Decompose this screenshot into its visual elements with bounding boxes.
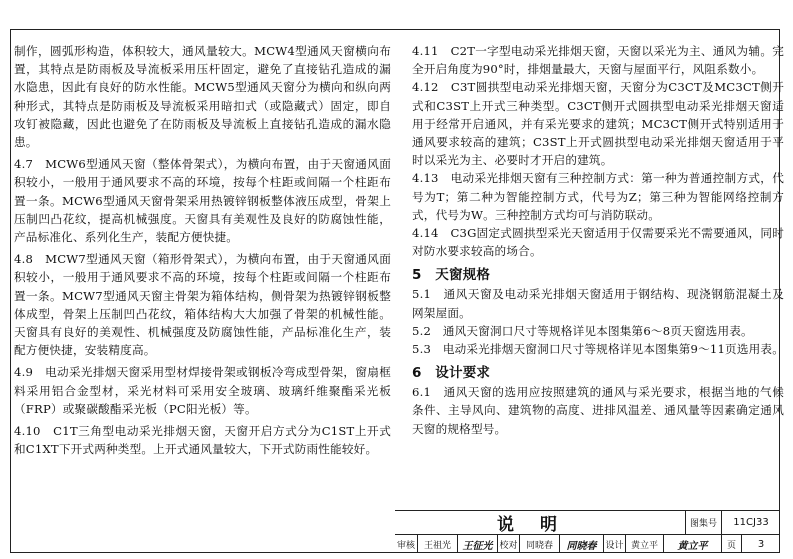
paragraph-4-10: 4.10 C1T三角型电动采光排烟天窗，天窗开启方式分为C1ST上开式和C1XT下开式两种类型。上开式通风量较大，下开式防雨性能较好。 bbox=[14, 424, 391, 457]
check-label: 校对 bbox=[497, 535, 519, 553]
paragraph-4-11: 4.11 C2T一字型电动采光排烟天窗，天窗以采光为主、通风为辅。完全开启角度为90°时，排烟量最大，天窗与屋面平行，风阻系数小。 bbox=[412, 44, 784, 77]
paragraph-5-2: 5.2 通风天窗洞口尺寸等规格详见本图集第6～8页天窗选用表。 bbox=[412, 323, 753, 338]
paragraph-5-3: 5.3 电动采光排烟天窗洞口尺寸等规格详见本图集第9～11页选用表。 bbox=[412, 342, 784, 357]
reviewer-signature: 王征光 bbox=[457, 535, 497, 553]
section-heading-5: 5 天窗规格 bbox=[412, 267, 491, 284]
reviewer-name: 王祖光 bbox=[417, 535, 457, 553]
page-number: 3 bbox=[741, 535, 780, 553]
paragraph-4-12: 4.12 C3T圆拱型电动采光排烟天窗，天窗分为C3CT及MC3CT侧开式和C3ST上开式三种类型。C3CT侧开式圆拱型电动采光排烟天窗适用于经常开启通风，并有采光要求的建筑；MC3CT侧开式特别适用于通风要求较高的建筑；C3ST上开式圆拱型电动采光排烟天窗适用于平时以采光为主、必要时才开启的建筑。 bbox=[412, 80, 784, 168]
paragraph-4-13: 4.13 电动采光排烟天窗有三种控制方式：第一种为普通控制方式，代号为T；第二种为智能控制方式，代号为Z；第三种为智能网络控制方式，代号为W。三种控制方式均可与消防联动。 bbox=[412, 171, 784, 222]
section-heading-6: 6 设计要求 bbox=[412, 365, 491, 382]
checker-name: 同晓春 bbox=[519, 535, 559, 553]
checker-signature: 同晓春 bbox=[559, 535, 603, 553]
atlas-number: 11CJ33 bbox=[721, 511, 780, 534]
paragraph-5-1: 5.1 通风天窗及电动采光排烟天窗适用于钢结构、现浇钢筋混凝土及网架屋面。 bbox=[412, 287, 784, 320]
title-row bbox=[395, 510, 780, 534]
paragraph-4-14: 4.14 C3G固定式圆拱型采光天窗适用于仅需要采光不需要通风，同时对防水要求较高的场合。 bbox=[412, 226, 784, 259]
title-block bbox=[395, 510, 780, 553]
atlas-label: 图集号 bbox=[685, 511, 721, 534]
paragraph-6-1: 6.1 通风天窗的选用应按照建筑的通风与采光要求，根据当地的气候条件、主导风向、建筑物的高度、进排风温差、通风量等因素确定通风天窗的规格型号。 bbox=[412, 385, 784, 436]
page-label: 页 bbox=[721, 535, 741, 553]
paragraph: 制作，圆弧形构造，体积较大，通风量较大。MCW4型通风天窗横向布置，其特点是防雨板及导流板采用压杆固定，避免了直接钻孔造成的漏水隐患，因此有良好的防水性能。MCW5型通风天窗分为横向和纵向两种形式，其特点是防雨板及导流板采用暗扣式（或隐藏式）固定，即自攻钉被隐藏，因此也避免了在防雨板及导流板上直接钻孔造成的漏水隐患。 bbox=[14, 44, 391, 150]
review-label: 审核 bbox=[396, 540, 415, 551]
signature-row bbox=[395, 534, 780, 553]
document-title: 说明 bbox=[497, 515, 583, 535]
designer-name: 黄立平 bbox=[625, 535, 663, 553]
right-column bbox=[412, 42, 784, 438]
design-label: 设计 bbox=[603, 535, 625, 553]
paragraph-4-8: 4.8 MCW7型通风天窗（箱形骨架式），为横向布置，由于天窗通风面积较小，一般用于通风要求不高的环境，按每个柱距或间隔一个柱距布置一条。MCW7型通风天窗主骨架为箱体结构，侧骨架为热镀锌钢板整体成型，骨架上压制凹凸花纹，箱体结构大大加强了骨架的机械性能。天窗具有良好的美观性、机械强度及防腐蚀性能，产品标准化生产，装配方便快捷，安装精度高。 bbox=[14, 252, 391, 358]
paragraph-4-7: 4.7 MCW6型通风天窗（整体骨架式），为横向布置，由于天窗通风面积较小，一般用于通风要求不高的环境，按每个柱距或间隔一个柱距布置一条。MCW6型通风天窗骨架采用热镀锌钢板整体液压成型，骨架上压制凹凸花纹，提高机械强度。天窗具有美观性及良好的防腐蚀性能，产品标准化、系列化生产，装配方便快捷。 bbox=[14, 157, 391, 245]
paragraph-4-9: 4.9 电动采光排烟天窗采用型材焊接骨架或钢板冷弯成型骨架，窗扇框料采用铝合金型材，采光材料可采用安全玻璃、玻璃纤维聚酯采光板（FRP）或聚碳酸酯采光板（PC阳光板）等。 bbox=[14, 365, 391, 416]
designer-signature: 黄立平 bbox=[663, 535, 721, 553]
left-column bbox=[14, 42, 391, 458]
